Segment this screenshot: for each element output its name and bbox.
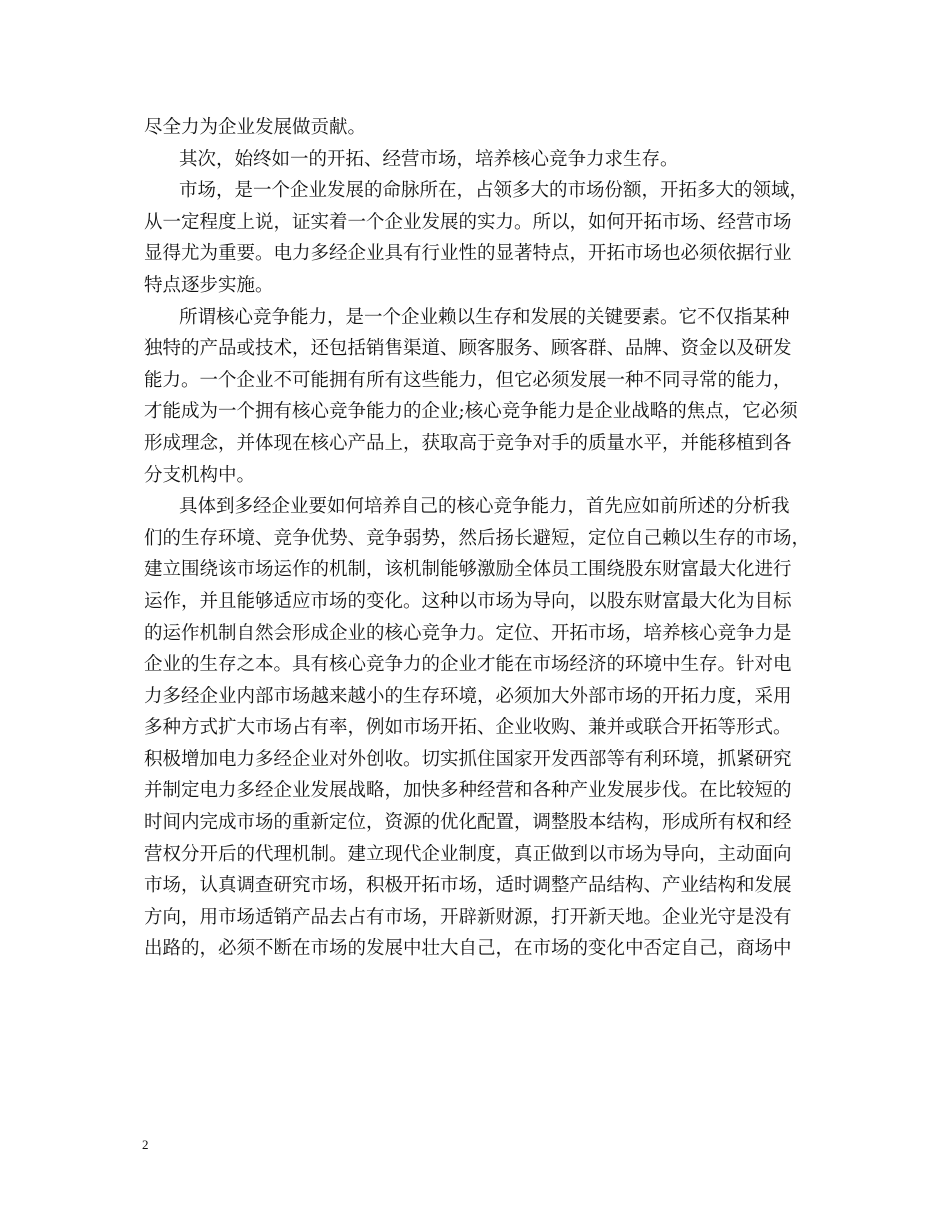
text-line: 市场，认真调查研究市场，积极开拓市场，适时调整产品结构、产业结构和发展 [144, 875, 792, 897]
text-line: 营权分开后的代理机制。建立现代企业制度，真正做到以市场为导向，主动面向 [144, 843, 792, 865]
text-line: 分支机构中。 [144, 464, 256, 486]
text-line: 力多经企业内部市场越来越小的生存环境，必须加大外部市场的开拓力度，采用 [144, 685, 792, 707]
paragraph-first-line: 其次，始终如一的开拓、经营市场，培养核心竞争力求生存。 [179, 148, 679, 170]
body-text [144, 112, 834, 965]
text-line: 形成理念，并体现在核心产品上，获取高于竞争对手的质量水平，并能移植到各 [144, 432, 792, 454]
text-line: 运作，并且能够适应市场的变化。这种以市场为导向，以股东财富最大化为目标 [144, 590, 792, 612]
text-line: 时间内完成市场的重新定位，资源的优化配置，调整股本结构，形成所有权和经 [144, 812, 792, 834]
text-line: 独特的产品或技术，还包括销售渠道、顾客服务、顾客群、品牌、资金以及研发 [144, 338, 792, 360]
text-line: 出路的，必须不断在市场的发展中壮大自己，在市场的变化中否定自己，商场中 [144, 938, 792, 960]
text-line: 积极增加电力多经企业对外创收。切实抓住国家开发西部等有利环境，抓紧研究 [144, 748, 792, 770]
text-line: 能力。一个企业不可能拥有所有这些能力，但它必须发展一种不同寻常的能力， [144, 369, 792, 391]
text-line: 们的生存环境、竞争优势、竞争弱势，然后扬长避短，定位自己赖以生存的市场， [144, 527, 811, 549]
text-line: 建立围绕该市场运作的机制，该机制能够激励全体员工围绕股东财富最大化进行 [144, 559, 792, 581]
text-line: 尽全力为企业发展做贡献。 [144, 117, 367, 138]
text-line: 特点逐步实施。 [144, 274, 274, 296]
text-line: 并制定电力多经企业发展战略，加快多种经营和各种产业发展步伐。在比较短的 [144, 780, 792, 802]
paragraph-first-line: 市场，是一个企业发展的命脉所在，占领多大的市场份额，开拓多大的领域， [179, 180, 809, 202]
text-line: 的运作机制自然会形成企业的核心竞争力。定位、开拓市场，培养核心竞争力是 [144, 622, 792, 644]
text-line: 从一定程度上说，证实着一个企业发展的实力。所以，如何开拓市场、经营市场 [144, 211, 792, 233]
page-number: 2 [142, 1137, 149, 1152]
text-line: 方向，用市场适销产品去占有市场，开辟新财源，打开新天地。企业光守是没有 [144, 906, 792, 928]
paragraph-first-line: 具体到多经企业要如何培养自己的核心竞争能力，首先应如前所述的分析我 [179, 496, 790, 518]
text-line: 显得尤为重要。电力多经企业具有行业性的显著特点，开拓市场也必须依据行业 [144, 243, 792, 265]
paragraph-first-line: 所谓核心竞争能力，是一个企业赖以生存和发展的关键要素。它不仅指某种 [179, 306, 790, 328]
text-line: 才能成为一个拥有核心竞争能力的企业;核心竞争能力是企业战略的焦点，它必须 [144, 401, 798, 423]
text-line: 多种方式扩大市场占有率，例如市场开拓、企业收购、兼并或联合开拓等形式。 [144, 717, 792, 739]
text-line: 企业的生存之本。具有核心竞争力的企业才能在市场经济的环境中生存。针对电 [144, 654, 792, 676]
